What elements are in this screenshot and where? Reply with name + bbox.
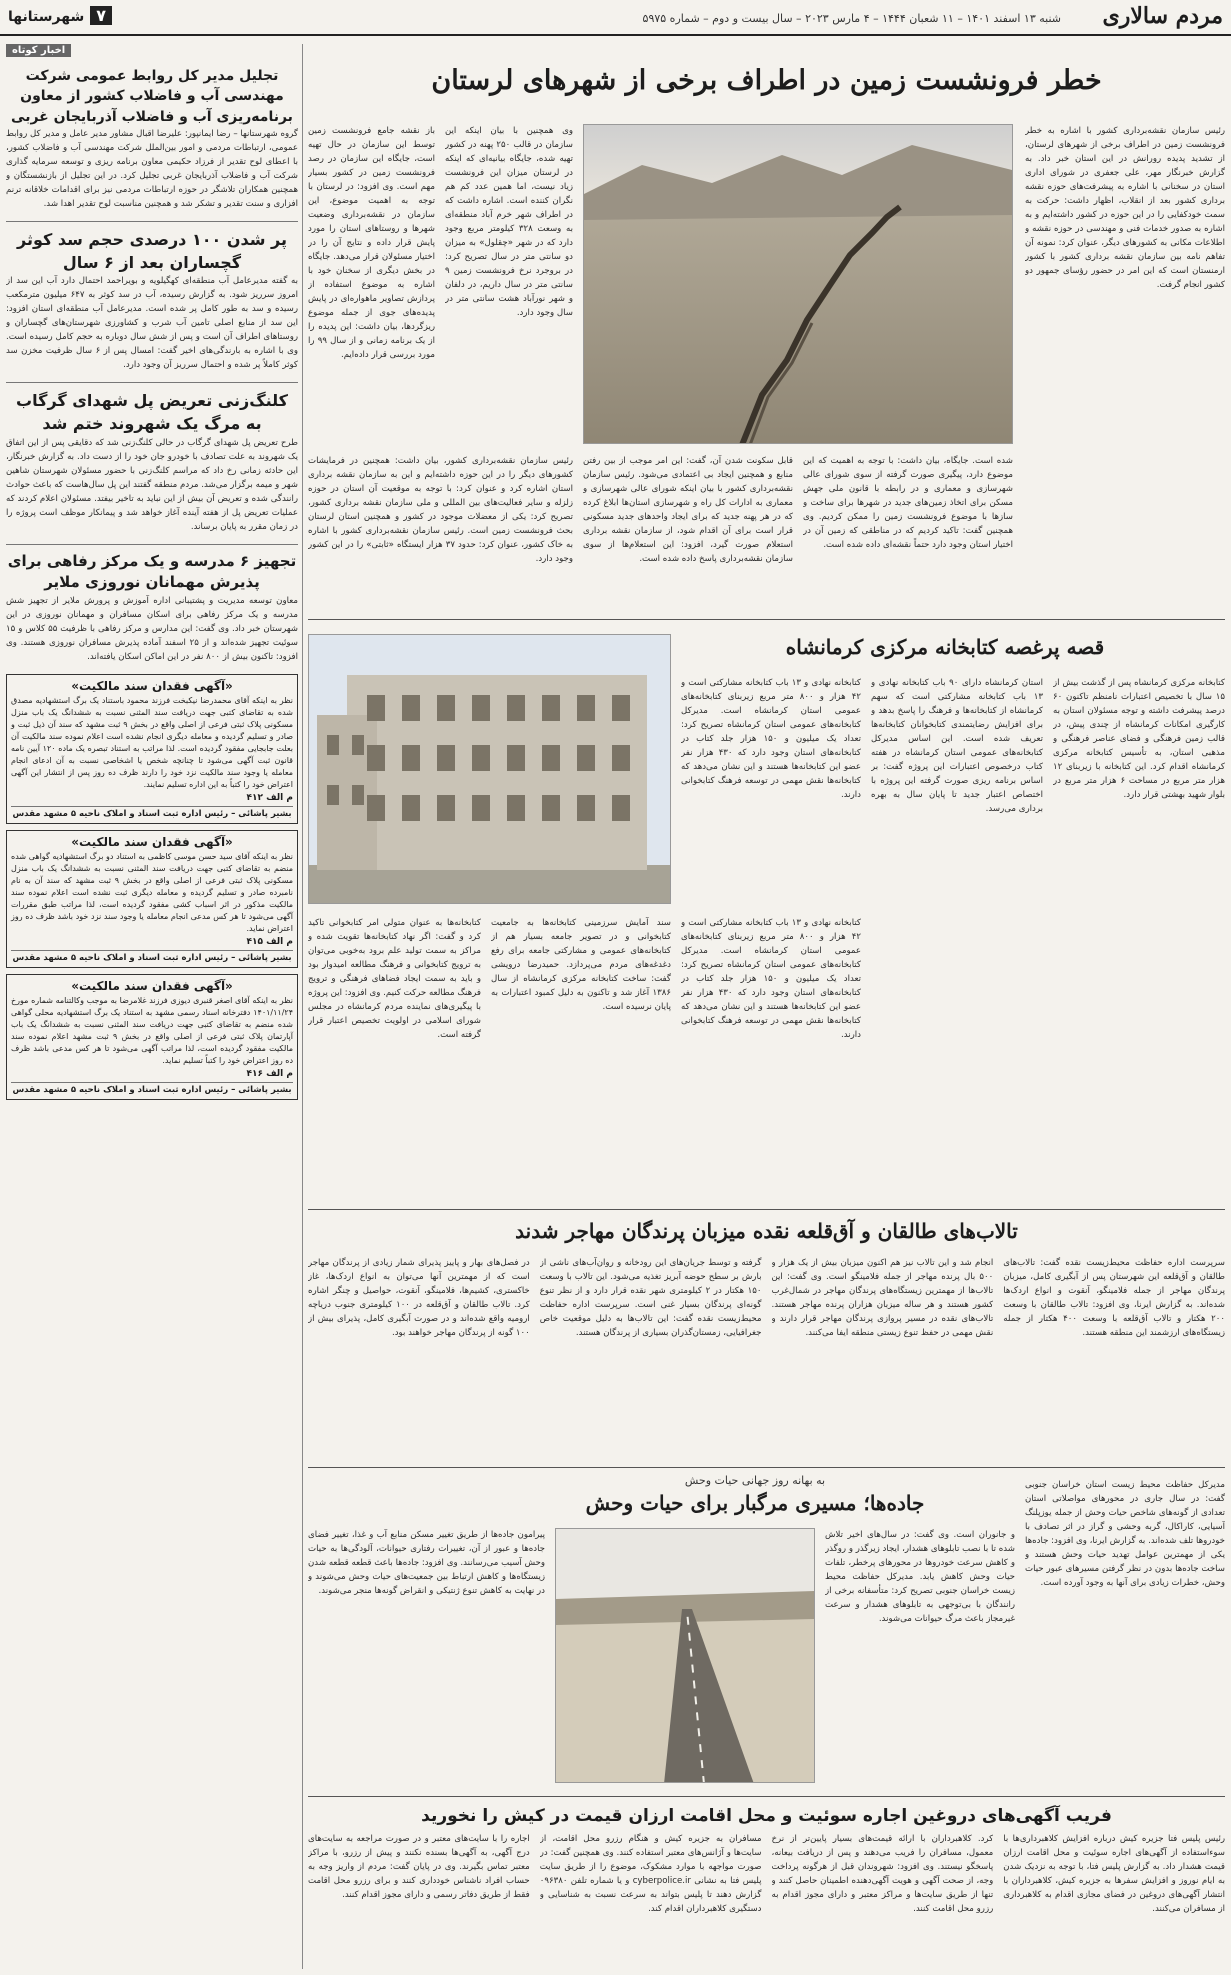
news-body: گروه شهرستانها – رضا ایمانپور: علیرضا اقبال مشاور مدیر عامل و مدیر کل روابط عمومی، ارتباطات مردمی و امور بین‌الملل شرکت مهندسی آب و فاضلاب کشور، با اعطای لوح تقدیر از فرزاد حکیمی معاون برنامه ریزی و توسعه سرمایه گذاری شرکت آب و فاضلاب آذربایجان غربی تجلیل کرد. در این تجلیل از بازنشستگان و همچنین همکاران تلاشگر در حوزه ارتباطات مردمی نیز برای اقدامات خلاقانه ترنم افزاری و سنت تقدیر و تشکر شد و همچنین مناسبت لوح تقدیر اهدا شد.: [6, 128, 298, 209]
library-photo: [308, 634, 671, 904]
news-item: [6, 66, 298, 211]
fraud-story: [308, 1800, 1225, 1969]
wetlands-story: [308, 1214, 1225, 1464]
wildlife-kicker: به بهانه روز جهانی حیات وحش: [684, 1474, 826, 1487]
lead-column: رئیس سازمان نقشه‌برداری کشور با اشاره به خطر فرونشست زمین در اطراف برخی از شهرهای لرستان، از تشدید پدیده رورانش در این استان خبر داد. به گزارش خبرنگار مهر، علی جعفری در شورای اداری استان در سخنانی با اشاره به پیشرفت‌های حوزه نقشه برداری کشور بعد از انقلاب، اظهار داشت: حرکت به سمت خودکفایی را در این حوزه در کشور داشته‌ایم و به اشاره به صدور خدمات فنی و مهندسی در حوزه نقشه و اطلاعات مکانی به کشورهای دیگر، عنوان کرد: نمونه آن تفاهم نامه بین سازمان نقشه برداری کشور با کشور ارمنستان است که این امر در حضور رؤسای جمهور دو کشور انجام گرفت.: [1025, 126, 1225, 290]
ad-title: «آگهی فقدان سند مالکیت»: [71, 979, 233, 994]
library-column: سند آمایش سرزمینی کتابخانه‌ها به جامعیت کتابخوانی و در تصویر جامعه بسیار هم از کتابخانه‌های عمومی و مشارکتی جامعه برای رفع دغدغه‌های مردم می‌پردازد. حمیدرضا درویشی گفت: ساخت کتابخانه مرکزی کرمانشاه از سال ۱۳۸۶ آغاز شد و تاکنون به دلیل کمبود اعتبارات به پایان نرسیده است.: [491, 918, 671, 1012]
page-number: ۷: [90, 6, 112, 25]
ad-body: نظر به اینکه آقای اصغر قنبری دیوزی فرزند غلامرضا به موجب وکالتنامه شماره مورخ ۱۴۰۱/۱۱/۲۴ دفترخانه اسناد رسمی مشهد به استناد یک برگ استشهادیه محلی گواهی شده منضم به تقاضای کتبی جهت دریافت سند المثنی نسبت به ششدانگ یک باب آپارتمان پلاک ثبتی فرعی از اصلی واقع در بخش ۹ ثبت مشهد اعلام نموده سند مالکیت مفقود گردیده است، لذا مراتب آگهی می‌شود تا هر کس مدعی باشد ظرف ده روز اعتراض خود را کتباً تسلیم نماید.: [11, 996, 294, 1066]
ground-crack-photo: [583, 125, 1012, 444]
section-rule: [308, 1209, 1225, 1210]
library-column: کتابخانه نهادی و ۱۳ باب کتابخانه مشارکتی است و ۴۲ هزار و ۸۰۰ متر مربع زیربنای کتابخانه‌های عمومی استان کرمانشاه است. مدیرکل کتابخانه‌های عمومی استان کرمانشاه تصریح کرد: تعداد یک میلیون و ۱۵۰ هزار جلد کتاب در کتابخانه‌های استان وجود دارد که ۴۳۰ هزار نفر عضو این کتابخانه‌ها هستند و این نشان می‌دهد که کتابخانه‌ها نقش مهمی در توسعه فرهنگ کتابخوانی دارند.: [681, 678, 861, 800]
lead-column: قابل سکونت شدن آن، گفت: این امر موجب از بین رفتن منابع و همچنین ایجاد بی اعتمادی می‌شود. رئیس سازمان نقشه‌برداری کشور با بیان اینکه شورای عالی شهرسازی و معماری به ادارات کل راه و شهرسازی استان‌ها ابلاغ کرده که در هر پهنه جدید که برای ایجاد واحدهای جدید مسکونی قرار است برای آن اقدام شود، از سازمان نقشه برداری استعلام صورت گیرد، افزود: این استعلام‌ها از سوی سازمان نقشه‌برداری پاسخ داده شده است.: [583, 456, 793, 564]
news-title: کلنگ‌زنی تعریض پل شهدای گرگاب به مرگ یک شهروند ختم شد: [16, 391, 288, 434]
legal-ads: [6, 674, 298, 1100]
wildlife-photo: [555, 1528, 815, 1783]
section-title: [8, 6, 112, 25]
wildlife-column: مدیرکل حفاظت محیط زیست استان خراسان جنوبی گفت: در سال جاری در محورهای مواصلاتی استان تعدادی از گونه‌های شاخص حیات وحش از جمله یوزپلنگ آسیایی، کاراکال، گربه وحشی و گراز در اثر تصادف با خودروها تلف شده‌اند. به گزارش ایرنا، وی افزود: جاده‌ها یکی از مهمترین عوامل تهدید حیات وحش هستند و ساخت جاده‌ها بدون در نظر گرفتن مسیرهای عبور حیات وحش، خطرات زیادی برای آنها به وجود آورده است.: [1025, 1480, 1225, 1588]
wildlife-story: [308, 1472, 1225, 1792]
library-column: استان کرمانشاه دارای ۹۰ باب کتابخانه نهادی و ۱۳ باب کتابخانه مشارکتی است که سهم کرمانشاه از کتابخانه‌ها و فرهنگ را پاسخ بدهد و برای افزایش رضایتمندی کتابخوانان کتابخانه‌ها تعریف شده است. این اساس مدیرکل کتابخانه‌های عمومی استان کرمانشاه در هفته کتاب درخصوص اعتبارات این پروژه گفت: بر اساس برنامه ریزی صورت گرفته این پروژه با اختصاص اعتبار جدید تا پایان سال به بهره برداری می‌رسد.: [871, 678, 1043, 814]
section-rule: [308, 1467, 1225, 1468]
fraud-column: اجاره را با سایت‌های معتبر و در صورت مراجعه به سایت‌های درج آگهی، به آگهی‌ها بسنده نکنند و پیش از رزرو، با مراکز معتبر تماس بگیرند. وی در پایان گفت: مردم از واریز وجه به حساب افراد ناشناس خودداری کنند و برای رزرو محل اقامت فقط از طریق دفاتر رسمی و دارای مجوز اقدام کنند.: [308, 1834, 530, 1900]
left-column: [6, 44, 298, 1969]
fraud-columns: [308, 1832, 1225, 1967]
library-story: [308, 624, 1225, 1204]
ad-signature: بشیر پاشائی – رئیس اداره ثبت اسناد و املاک ناحیه ۵ مشهد مقدس: [11, 806, 293, 819]
lead-column: وی همچنین با بیان اینکه این سازمان در قالب ۲۵۰ پهنه در کشور تهیه شده، جایگاه بیانیه‌ای که اینکه در لرستان میزان این فرونشست زیاد نیست، اما همین عدد کم هم نگران کننده است. اشاره داشت که در اطراف شهر خرم آباد منطقه‌ای به وسعت ۳۲۸ کیلومتر مربع وجود دارد که در شهر «چقلول» به میزان دو سانتی متر در سال تصریح کرد: در بروجرد نرخ فرونشست زمین ۹ سانتی متر در سال داریم، در دلفان و شهر نورآباد هشت سانتی متر در سال وجود دارد.: [445, 126, 573, 318]
news-item: [6, 382, 298, 533]
news-title: پر شدن ۱۰۰ درصدی حجم سد کوثر گچساران بعد از ۶ سال: [17, 229, 287, 273]
short-news-tag: اخبار کوتاه: [6, 44, 71, 57]
ad-body: نظر به اینکه آقای سید حسن موسی کاظمی به استناد دو برگ استشهادیه گواهی شده منضم به تقاضای کتبی جهت دریافت سند المثنی نسبت به ششدانگ یک باب منزل مسکونی پلاک ثبتی فرعی از اصلی واقع در بخش ۹ ثبت مشهد که سند آن به نام نامبرده صادر و تسلیم گردیده و معامله دیگری ثبت نشده است اعلام نموده سند مالکیت مذکور در اثر اسباب کشی مفقود گردیده است، لذا مراتب طبق مقررات آگهی می‌شود تا هر کس مدعی انجام معامله یا وجود سند نزد خود باشد ظرف ده روز اعتراض نماید.: [11, 852, 293, 934]
ad-signature: بشیر پاشائی – رئیس اداره ثبت اسناد و املاک ناحیه ۵ مشهد مقدس: [11, 1082, 293, 1095]
fraud-headline: فریب آگهی‌های دروغین اجاره سوئیت و محل اقامت ارزان قیمت در کیش را نخورید: [421, 1806, 1112, 1826]
wildlife-column: پیرامون جاده‌ها از طریق تغییر مسکن منابع آب و غذا، تغییر فضای جاده‌ها و عبور از آن، تغییرات رفتاری حیوانات، آلودگی‌ها به حیات وحش آسیب می‌رسانند. وی افزود: جاده‌ها باعث قطعه قطعه شدن زیستگاه‌ها و کاهش ارتباط بین جمعیت‌های حیات وحش می‌شوند و در نهایت به کاهش تنوع ژنتیکی و انقراض گونه‌ها منجر می‌شوند.: [308, 1530, 545, 1596]
news-title: تجلیل مدیر کل روابط عمومی شرکت مهندسی آب و فاضلاب کشور از معاون برنامه‌ریزی آب و فاضلاب آذربایجان غربی: [11, 68, 293, 125]
ad-title: «آگهی فقدان سند مالکیت»: [71, 835, 233, 850]
wildlife-column: و جانوران است. وی گفت: در سال‌های اخیر تلاش شده تا با نصب تابلوهای هشدار، ایجاد زیرگذر و روگذر و کاهش سرعت خودروها در محورهای پرخطر، تلفات حیات وحش کاهش یابد. مدیرکل حفاظت محیط زیست خراسان جنوبی تصریح کرد: متأسفانه برخی از رانندگان با بی‌توجهی به تابلوهای هشدار و سرعت غیرمجاز باعث مرگ حیوانات می‌شوند.: [825, 1530, 1015, 1624]
legal-ad: [6, 830, 298, 968]
news-body: طرح تعریض پل شهدای گرگاب در حالی کلنگ‌زنی شد که دقایقی پس از این اتفاق یک شهروند به علت تصادف با خودرو جان خود را از دست داد. به گزارش خبرنگار، این حادثه زمانی رخ داد که مراسم کلنگ‌زنی با حضور مسئولان شهرستان شاهین شهر و میمه برگزار می‌شد. مردم منطقه گفتند این پل سال‌هاست که باعث حوادث رانندگی شده و تعریض آن بیش از این نباید به تاخیر بیفتد. مسئولان اعلام کردند که عملیات تعریض پل از هفته آینده آغاز خواهد شد و پیمانکار موظف است پروژه را در زمان مقرر به پایان برساند.: [6, 437, 298, 532]
ad-code: م الف ۴۱۶: [246, 1069, 293, 1080]
legal-ad: [6, 974, 298, 1100]
news-title: تجهیز ۶ مدرسه و یک مرکز رفاهی برای پذیرش مهمانان نوروزی ملایر: [7, 551, 297, 592]
ad-code: م الف ۴۱۵: [246, 937, 293, 948]
library-column: کتابخانه‌ها به عنوان متولی امر کتابخوانی تاکید کرد و گفت: اگر نهاد کتابخانه‌ها تقویت شده و مراکز به سمت تولید علم برود به‌خوبی می‌توان به ترویج کتابخوانی و فرهنگ مطالعه امیدوار بود و باید به سمت ایجاد فضاهای فرهنگی و ترویج فرهنگ مطالعه حرکت کنیم. وی افزود: این پروژه با پیگیری‌های نماینده مردم کرمانشاه در مجلس شورای اسلامی در اولویت تخصیص اعتبار قرار گرفته است.: [308, 918, 481, 1040]
ad-code: م الف ۴۱۲: [246, 793, 293, 804]
legal-ad: [6, 674, 298, 824]
column-divider: [302, 44, 303, 1969]
lead-column: باز نقشه جامع فرونشست زمین توسط این سازمان در حال تهیه است، جایگاه این سازمان در رصد فرونشست زمین در کشور بسیار مهم است. وی افزود: در لرستان با توجه به اهمیت موضوع، این سازمان در نقشه‌برداری وضعیت شهرها و روستاهای استان را مورد پایش قرار داده و نتایج آن را در اختیار مسئولان قرار می‌دهد. جایگاه در بخش دیگری از سخنان خود با اشاره به موضوع استفاده از پردازش تصاویر ماهواره‌ای در پایش پدیده‌های جوی از جمله موضوع ریزگردها، بیان داشت: این پدیده را از یک برنامه زمانی و از سال ۹۹ را مورد بررسی قرار داده‌ایم.: [308, 126, 435, 360]
road-photo: [555, 1529, 814, 1783]
news-body: به گفته مدیرعامل آب منطقه‌ای کهگیلویه و بویراحمد احتمال دارد آب این سد از امروز سرریز شود. به گزارش رسیده، آب در سد کوثر به ۶۴۷ میلیون مترمکعب رسیده و سد به طور کامل پر شده است. مدیرعامل آب منطقه‌ای استان افزود: این سد از منابع اصلی تامین آب شرب و کشاورزی شهرستان‌های گچساران و روستاهای اطراف آن است و پس از شش سال دوباره به حجم کامل رسیده است. وی با اشاره به بارندگی‌های اخیر گفت: امسال پس از ۶ سال ظرفیت مخزن سد کوثر کاملاً پر شده و احتمال سرریز آن وجود دارد.: [6, 276, 298, 371]
library-column: کتابخانه نهادی و ۱۳ باب کتابخانه مشارکتی است و ۴۲ هزار و ۸۰۰ متر مربع زیربنای کتابخانه‌های عمومی استان کرمانشاه است. مدیرکل کتابخانه‌های عمومی استان کرمانشاه تصریح کرد: تعداد یک میلیون و ۱۵۰ هزار جلد کتاب در کتابخانه‌های استان وجود دارد که ۴۳۰ هزار نفر عضو این کتابخانه‌ها هستند و این نشان می‌دهد که کتابخانه‌ها نقش مهمی در توسعه فرهنگ کتابخوانی دارند.: [681, 918, 861, 1040]
library-column: کتابخانه مرکزی کرمانشاه پس از گذشت بیش از ۱۵ سال با تخصیص اعتبارات نامنظم تاکنون ۶۰ درصد پیشرفت داشته و توجه مسئولان استان به کارگیری امکانات کرمانشاه از چندی پیش، در قالب زمین فرهنگی و فضای عناصر فرهنگی و مذهبی استان، به تأسیس کتابخانه مرکزی کرمانشاه اقدام کرد. این کتابخانه با زیربنای ۱۲ هزار متر مربع در مساحت ۶ هزار متر مربع در بلوار شهید بهشتی قرار دارد.: [1053, 678, 1225, 800]
ad-body: نظر به اینکه آقای محمدرضا نیکبخت فرزند محمود باستناد یک برگ استشهادیه مصدق شده به تقاضای کتبی جهت دریافت سند المثنی نسبت به ششدانگ یک باب منزل مسکونی پلاک ثبتی فرعی از اصلی واقع در بخش ۹ ثبت مشهد که سند آن ذیل ثبت و صادر و تسلیم گردیده و معامله دیگری انجام نشده است اعلام نموده سند مالکیت آن بعلت جابجایی مفقود گردیده است. لذا مراتب به استناد تبصره یک ماده ۱۲۰ آیین نامه قانون ثبت آگهی می‌شود تا چنانچه شخص یا اشخاصی نسبت به آن ادعای انجام معامله یا وجود سند مالکیت نزد خود را دارند ظرف ده روز پس از انتشار این آگهی اعتراض خود را کتباً به این اداره تسلیم نمایند.: [11, 696, 293, 790]
news-body: معاون توسعه مدیریت و پشتیبانی اداره آموزش و پرورش ملایر از تجهیز شش مدرسه و یک مرکز رفاهی برای اسکان مسافران و مهمانان نوروزی در این شهرستان خبر داد. وی گفت: این مدارس و مرکز رفاهی با ظرفیت ۵۵ کلاس و ۱۵ سوئیت تجهیز شده‌اند و از ۲۵ اسفند آماده پذیرش مسافران نوروزی هستند. وی افزود: تاکنون بیش از ۸۰۰ نفر در این اماکن اسکان یافته‌اند.: [6, 596, 298, 663]
main-area: [308, 44, 1225, 1969]
news-item: [6, 544, 298, 665]
section-name: شهرستانها: [8, 9, 85, 25]
lead-column: شده است. جایگاه، بیان داشت: با توجه به اهمیت که این موضوع دارد، پیگیری صورت گرفته از سوی شورای عالی شهرسازی و معماری و در رابطه با قانون ملی جهش مسکن برای اتخاذ زمین‌های جدید در شهرها برای ساخت و سازها با موضوع فرونشست زمین را ممکن کردیم. وی همچنین گفت: تاکید کردیم که در مناطقی که زمین آن در اختیار استان وجود دارد حتماً نقشه‌ای داده شده است.: [803, 456, 1013, 550]
fraud-column: کرد. کلاهبرداران با ارائه قیمت‌های بسیار پایین‌تر از نرخ معمول، مسافران را فریب می‌دهند و پس از دریافت بیعانه، پاسخگو نیستند. وی افزود: شهروندان قبل از هرگونه پرداخت وجه، از صحت آگهی و هویت آگهی‌دهنده اطمینان حاصل کنند و تنها از طریق سایت‌ها و مراکز معتبر و دارای مجوز اقدام به رزرو محل اقامت کنند.: [771, 1834, 994, 1914]
masthead: [0, 0, 1231, 36]
wetlands-column: انجام شد و این تالاب نیز هم اکنون میزبان بیش از یک هزار و ۵۰۰ بال پرنده مهاجر از جمله فلامینگو است. وی گفت: این تالاب‌ها از مهمترین زیستگاه‌های پرندگان مهاجر در شمال‌غرب کشور هستند و هر ساله میزبان هزاران پرنده مهاجر هستند. تالاب‌های نقده در مسیر پروازی پرندگان مهاجر قرار دارند و نقش مهمی در حفظ تنوع زیستی منطقه ایفا می‌کنند.: [771, 1258, 994, 1338]
dateline: شنبه ۱۳ اسفند ۱۴۰۱ – ۱۱ شعبان ۱۴۴۴ – ۴ مارس ۲۰۲۳ – سال بیست و دوم – شماره ۵۹۷۵: [642, 12, 1061, 25]
ad-signature: بشیر پاشائی – رئیس اداره ثبت اسناد و املاک ناحیه ۵ مشهد مقدس: [11, 950, 293, 963]
fraud-column: مسافران به جزیره کیش و هنگام رزرو محل اقامت، از سایت‌ها و آژانس‌های معتبر استفاده کنند. وی همچنین گفت: در صورت مواجهه با موارد مشکوک، موضوع را از طریق سایت پلیس فتا به نشانی cyberpolice.ir و یا شماره تلفن ۰۹۶۳۸۰ گزارش دهند تا پلیس بتواند به سرعت نسبت به شناسایی و دستگیری کلاهبرداران اقدام کند.: [539, 1834, 762, 1914]
lead-column: رئیس سازمان نقشه‌برداری کشور، بیان داشت: همچنین در فرمایشات کشورهای دیگر را در این حوزه داشته‌ایم و این به سازمان نقشه برداری استان اشاره کرد و عنوان کرد: با توجه به موقعیت آن استان در حوزه زلزله و سایر فعالیت‌های بین المللی و ملی سازمان نقشه برداری کشور، تصریح کرد: یکی از معضلات موجود در کشور و همچنین استان لرستان بحث فرونشست زمین است. رئیس سازمان نقشه‌برداری کشور با اشاره به خاک کشور، عنوان کرد: حدود ۳۷ هزار ایستگاه «ثابتی» را در این کشور وجود دارد.: [308, 456, 573, 564]
library-headline: قصه پرغصه کتابخانه مرکزی کرمانشاه: [785, 635, 1105, 659]
wildlife-headline: جاده‌ها؛ مسیری مرگبار برای حیات وحش: [585, 1491, 925, 1515]
newspaper-logo: مردم سالاری: [1102, 3, 1223, 29]
news-item: [6, 221, 298, 372]
lead-headline: خطر فرونشست زمین در اطراف برخی از شهرهای لرستان: [431, 65, 1102, 96]
short-news-header: [6, 44, 298, 60]
section-rule: [308, 1796, 1225, 1797]
lead-story: [308, 44, 1225, 614]
wetlands-columns: [308, 1256, 1225, 1456]
section-rule: [308, 619, 1225, 620]
lead-photo: [583, 124, 1013, 444]
wetlands-column: در فصل‌های بهار و پاییز پذیرای شمار زیادی از پرندگان مهاجر است که از مهمترین آنها می‌توان به انواع اردک‌ها، غاز خاکستری، کشیم‌ها، فلامینگو، آنقوت، حواصیل و چنگر اشاره کرد. تالاب طالقان و آق‌قلعه در ۱۰۰ کیلومتری جنوب دریاچه ارومیه واقع شده‌اند و در صورت آبگیری کامل، پذیرای بیش از ۱۰۰ گونه از پرندگان مهاجر خواهند بود.: [308, 1258, 530, 1338]
wetlands-column: سرپرست اداره حفاظت محیط‌زیست نقده گفت: تالاب‌های طالقان و آق‌قلعه این شهرستان پس از آبگیری کامل، میزبان پرندگان مهاجر از جمله فلامینگو، آنقوت و انواع اردک‌ها شده‌اند. به گزارش ایرنا، وی افزود: تالاب طالقان با وسعت ۲۰۰ هکتار و تالاب آق‌قلعه با وسعت ۴۰۰ هکتار از جمله زیستگاه‌های ارزشمند این منطقه هستند.: [1003, 1258, 1225, 1338]
ad-title: «آگهی فقدان سند مالکیت»: [71, 679, 233, 694]
wetlands-headline: تالاب‌های طالقان و آق‌قلعه نقده میزبان پرندگان مهاجر شدند: [515, 1219, 1018, 1243]
building-photo: [308, 635, 670, 904]
wetlands-column: گرفته و توسط جریان‌های این رودخانه و روان‌آب‌های ناشی از بارش بر سطح حوضه آبریز تغذیه می‌شود. این تالاب با وسعت ۱۵۰ هکتار در ۲ کیلومتری شهر نقده قرار دارد و از نظر تنوع گونه‌ای پرندگان بسیار غنی است. سرپرست اداره حفاظت محیط‌زیست نقده گفت: این تالاب‌ها به دلیل موقعیت خاص جغرافیایی، زمستان‌گذران بسیاری از پرندگان هستند.: [539, 1258, 762, 1338]
fraud-column: رئیس پلیس فتا جزیره کیش درباره افزایش کلاهبرداری‌ها با سوءاستفاده از آگهی‌های اجاره سوئیت و محل اقامت ارزان قیمت هشدار داد. به گزارش پلیس فتا، با توجه به نزدیک شدن به ایام نوروز و افزایش سفرها به جزیره کیش، کلاهبرداران با انتشار آگهی‌های دروغین در فضای مجازی اقدام به کلاهبرداری از مسافران می‌کنند.: [1003, 1834, 1225, 1914]
